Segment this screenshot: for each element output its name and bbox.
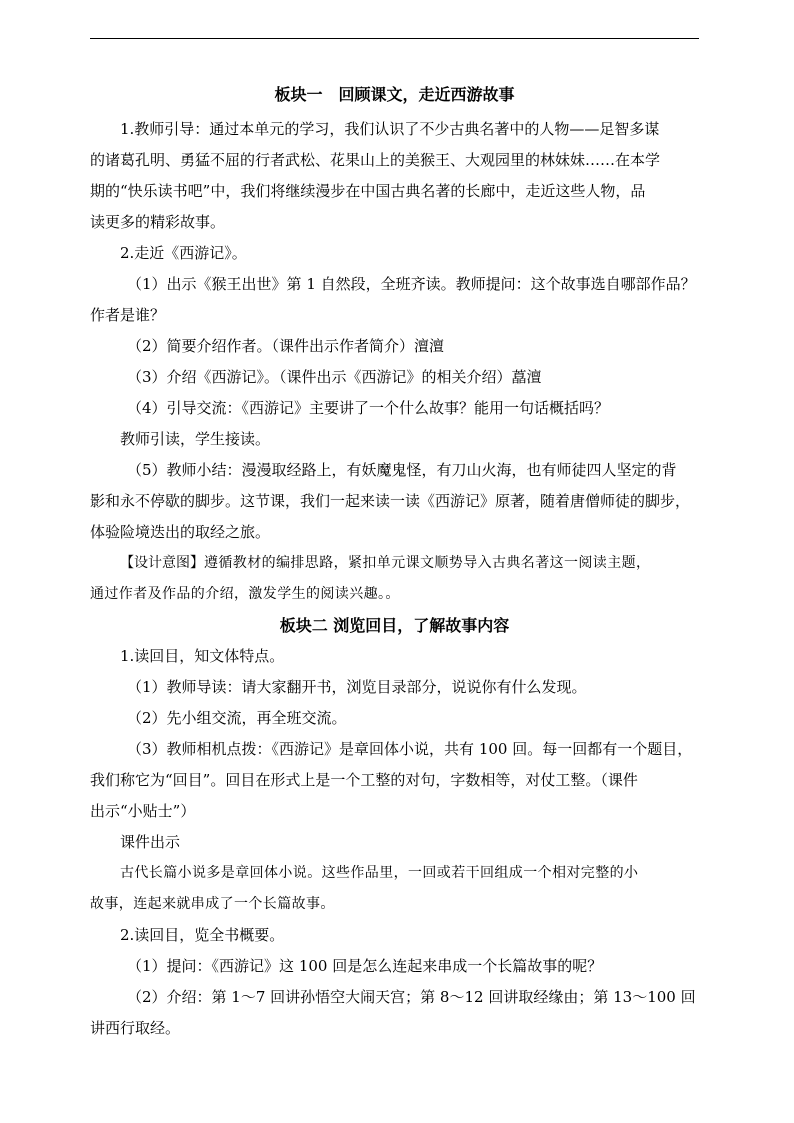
design-intent-text: 遵循教材的编排思路，紧扣单元课文顺势导入古典名著这一阅读主题， xyxy=(204,555,651,571)
section1-paragraph-7: 教师引读，学生接读。 xyxy=(120,430,271,448)
text-line: 体验险境迭出的取经之旅。 xyxy=(90,523,271,541)
design-intent-note xyxy=(90,548,699,610)
section2-paragraph-6: 2.读回目，览全书概要。 xyxy=(120,926,285,944)
section2-paragraph-4 xyxy=(90,734,699,827)
text-line: 我们称它为“回目”。回目在形式上是一个工整的对句，字数相等，对仗工整。（课件 xyxy=(90,771,638,789)
document-body xyxy=(90,76,699,1044)
text-line xyxy=(90,548,699,579)
section2-paragraph-3: （2）先小组交流，再全班交流。 xyxy=(127,709,347,727)
text-line: 期的“快乐读书吧”中，我们将继续漫步在中国古典名著的长廊中，走近这些人物，品 xyxy=(90,182,646,200)
section1-paragraph-1 xyxy=(90,114,699,238)
section1-paragraph-8 xyxy=(90,455,699,548)
text-line: 1.教师引导：通过本单元的学习，我们认识了不少古典名著中的人物——足智多谋 xyxy=(120,120,660,138)
section1-paragraph-4: （2）简要介绍作者。（课件出示作者简介）澶澶 xyxy=(127,337,445,355)
text-line: 读更多的精彩故事。 xyxy=(90,213,226,231)
section2-paragraph-2: （1）教师导读：请大家翻开书，浏览目录部分，说说你有什么发现。 xyxy=(127,678,587,696)
text-line: 古代长篇小说多是章回体小说。这些作品里，一回或若干回组成一个相对完整的小 xyxy=(120,865,639,881)
section1-heading: 板块一 回顾课文，走近西游故事 xyxy=(274,85,515,104)
section1-paragraph-3 xyxy=(90,269,699,331)
text-line: 影和永不停歇的脚步。这节课，我们一起来读一读《西游记》原著，随着唐僧师徒的脚步， xyxy=(90,492,691,510)
header-rule xyxy=(90,38,699,39)
design-intent-tag: 【设计意图】 xyxy=(120,555,204,571)
section2-paragraph-1: 1.读回目，知文体特点。 xyxy=(120,647,285,665)
section2-heading: 板块二 浏览回目，了解故事内容 xyxy=(279,616,510,635)
text-line: 故事，连起来就串成了一个长篇故事。 xyxy=(90,896,335,912)
section1-paragraph-5: （3）介绍《西游记》。（课件出示《西游记》的相关介绍）藠澶 xyxy=(127,368,542,386)
section1-paragraph-6: （4）引导交流：《西游记》主要讲了一个什么故事？能用一句话概括吗？ xyxy=(127,399,610,417)
text-line: （5）教师小结：漫漫取经路上，有妖魔鬼怪，有刀山火海，也有师徒四人坚定的背 xyxy=(127,461,677,479)
text-line: 出示“小贴士”） xyxy=(90,802,196,820)
text-line: （1）出示《猴王出世》第 1 自然段，全班齐读。教师提问：这个故事选自哪部作品？ xyxy=(127,275,696,293)
text-line: （2）介绍：第 1～7 回讲孙悟空大闹天宫；第 8～12 回讲取经缘由；第 13～100 回 xyxy=(127,988,696,1006)
text-line: 讲西行取经。 xyxy=(90,1019,181,1037)
section2-paragraph-7: （1）提问：《西游记》这 100 回是怎么连起来串成一个长篇故事的呢？ xyxy=(127,957,603,975)
text-line: 作者是谁？ xyxy=(90,306,166,324)
text-line: （3）教师相机点拨：《西游记》是章回体小说，共有 100 回。每一回都有一个题目， xyxy=(127,740,693,758)
text-line: 的诸葛孔明、勇猛不屈的行者武松、花果山上的美猴王、大观园里的林妹妹……在本学 xyxy=(90,151,661,169)
section2-paragraph-5: 课件出示 xyxy=(120,833,181,851)
section2-paragraph-8 xyxy=(90,982,699,1044)
text-line: 通过作者及作品的介绍，激发学生的阅读兴趣。。 xyxy=(90,586,400,602)
section1-paragraph-2: 2.走近《西游记》。 xyxy=(120,244,247,262)
tip-box xyxy=(90,858,699,920)
